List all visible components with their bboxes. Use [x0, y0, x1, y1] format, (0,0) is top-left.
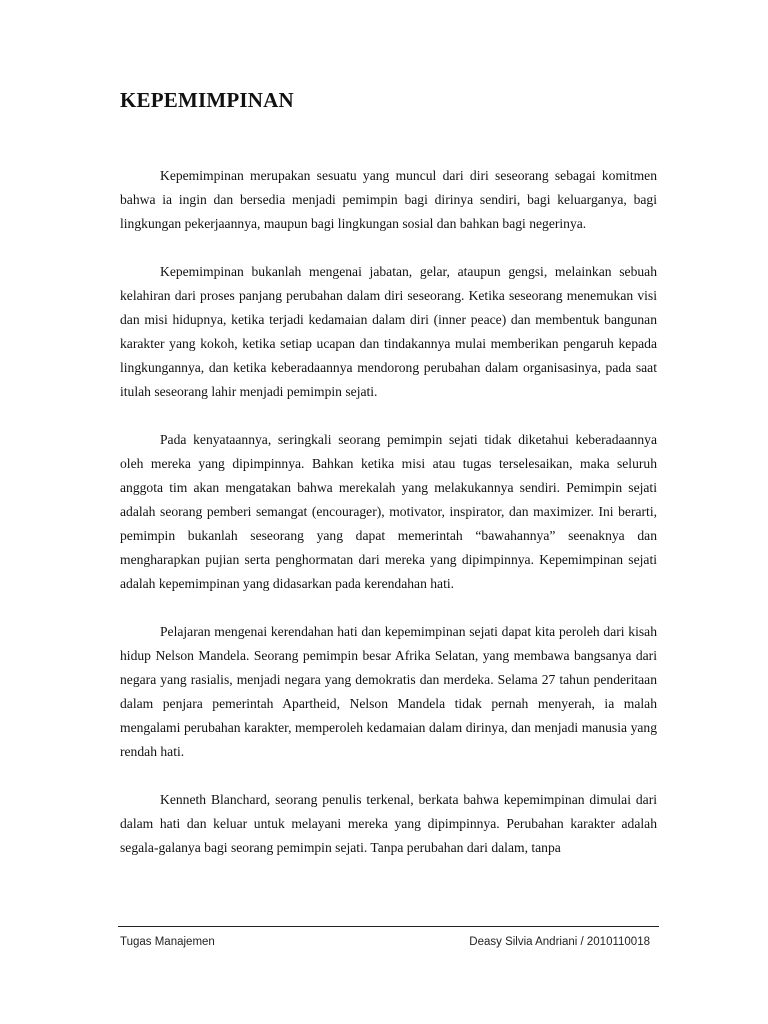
paragraph-3: Pada kenyataannya, seringkali seorang pemimpin sejati tidak diketahui keberadaannya oleh mereka yang dipimpinnya. Bahkan ketika misi atau tugas terselesaikan, maka seluruh anggota tim akan mengatakan bahwa merekalah yang melakukannya sendiri. Pemimpin sejati adalah seorang pemberi semangat (encourager), motivator, inspirator, dan maximizer. Ini berarti, pemimpin bukanlah seseorang yang dapat memerintah “bawahannya” seenaknya dan mengharapkan pujian serta penghormatan dari mereka yang dipimpinnya. Kepemimpinan sejati adalah kepemimpinan yang didasarkan pada kerendahan hati.	[120, 432, 657, 591]
paragraph-2: Kepemimpinan bukanlah mengenai jabatan, gelar, ataupun gengsi, melainkan sebuah kelahiran dari proses panjang perubahan dalam diri seseorang. Ketika seseorang menemukan visi dan misi hidupnya, ketika terjadi kedamaian dalam diri (inner peace) dan membentuk bangunan karakter yang kokoh, ketika setiap ucapan dan tindakannya mulai memberikan pengaruh kepada lingkungannya, dan ketika keberadaannya mendorong perubahan dalam organisasinya, pada saat itulah seseorang lahir menjadi pemimpin sejati.	[120, 264, 657, 399]
footer-author-label: Deasy Silvia Andriani / 2010110018	[469, 936, 650, 948]
footer-divider	[118, 926, 659, 927]
document-body	[120, 164, 657, 884]
paragraph-1: Kepemimpinan merupakan sesuatu yang muncul dari diri seseorang sebagai komitmen bahwa ia ingin dan bersedia menjadi pemimpin bagi dirinya sendiri, bagi keluarganya, bagi lingkungan pekerjaannya, maupun bagi lingkungan sosial dan bahkan bagi negerinya.	[120, 168, 657, 231]
footer-course-label: Tugas Manajemen	[120, 936, 215, 948]
paragraph-4: Pelajaran mengenai kerendahan hati dan kepemimpinan sejati dapat kita peroleh dari kisah hidup Nelson Mandela. Seorang pemimpin besar Afrika Selatan, yang membawa bangsanya dari negara yang rasialis, menjadi negara yang demokratis dan merdeka. Selama 27 tahun penderitaan dalam penjara pemerintah Apartheid, Nelson Mandela tidak pernah menyerah, ia malah mengalami perubahan karakter, memperoleh kedamaian dalam dirinya, dan menjadi manusia yang rendah hati.	[120, 624, 657, 759]
page-title: KEPEMIMPINAN	[120, 88, 294, 112]
paragraph-5: Kenneth Blanchard, seorang penulis terkenal, berkata bahwa kepemimpinan dimulai dari dalam hati dan keluar untuk melayani mereka yang dipimpinnya. Perubahan karakter adalah segala-galanya bagi seorang pemimpin sejati. Tanpa perubahan dari dalam, tanpa	[120, 792, 657, 855]
